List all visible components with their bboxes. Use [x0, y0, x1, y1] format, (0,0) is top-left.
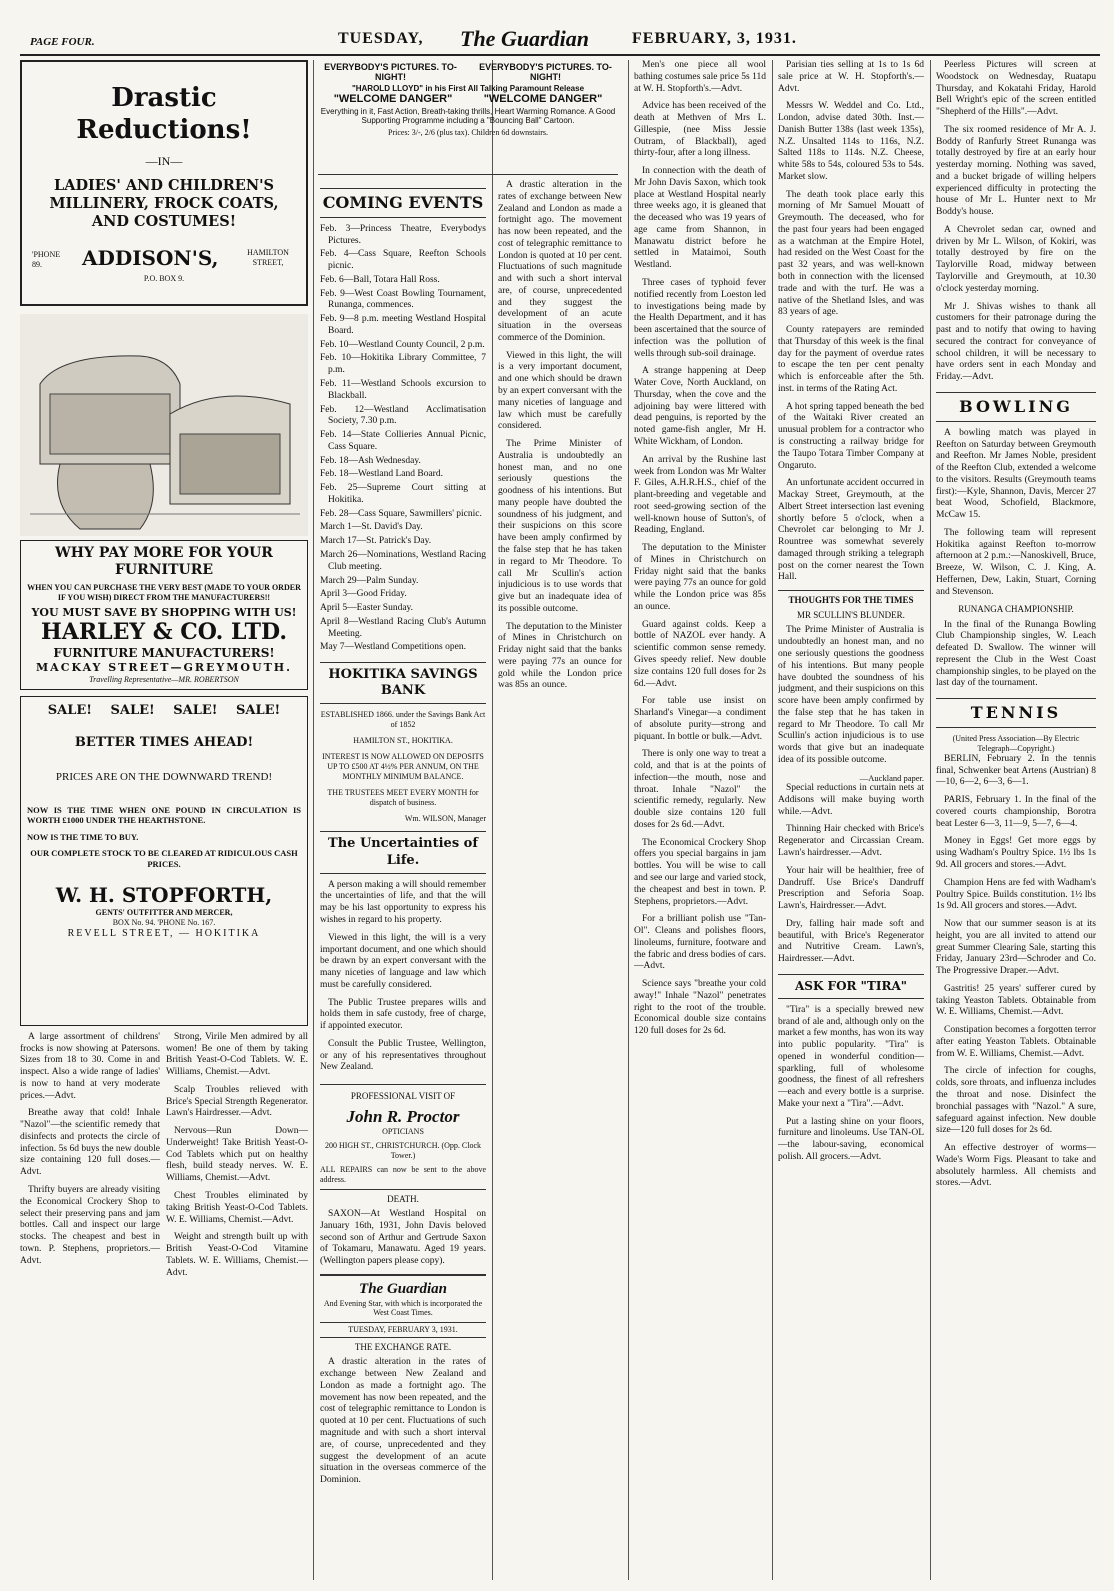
pictures-advert: [318, 62, 618, 175]
coming-event-item: Feb. 4—Cass Square, Reefton Schools picnic.: [320, 249, 486, 272]
advert-note: Your hair will be healthier, free of Dandruff. Use Brice's Dandruff Prescription and Seforia Soap. Lawn's, Hairdresser.—Advt.: [778, 865, 924, 912]
thoughts-text: The Prime Minister of Australia is undoubtedly an honest man, and no one seriously questions the goodness of his intentions. But many people have doubted the soundness of his judgment, and their suspicions on this score have been amply confirmed by the false step that he has taken in regard to Mr Theodore. To call Mr Scullin's action injudicious is to use words that give but an inadequate idea of its possible outcome.: [778, 625, 924, 765]
bowling-text: A bowling match was played in Reefton on Saturday between Greymouth and Reefton. Mr James Noble, president of the Reefton Club, extended a welcome to the visitors. Results (Greymouth teams first):—Kyle, Shannon, Davis, Mercer 27 beat Wood, Schofield, Blackmore, McCaw 15.: [936, 427, 1096, 521]
stopforth-now-1: NOW IS THE TIME WHEN ONE POUND IN CIRCULATION IS WORTH £1000 UNDER THE HEARTHSTONE.: [27, 804, 301, 826]
column-2: [320, 180, 486, 1580]
guardian-date: TUESDAY, FEBRUARY 3, 1931.: [320, 1322, 486, 1338]
news-paragraph: Parisian ties selling at 1s to 1s 6d sale price at W. H. Stopforth's.—Advt.: [778, 60, 924, 94]
column-1-notes: [20, 1032, 308, 1286]
note: A large assortment of childrens' frocks is now showing at Patersons. Sizes from 18 to 30. Come in and inspect. Also a wide range of ladies' is now to hand at very moderate prices.—Advt.: [20, 1031, 160, 1101]
news-paragraph: The six roomed residence of Mr A. J. Boddy of Ranfurly Street Runanga was totally destroyed by fire at an early hour yesterday morning. Nothing was saved, and a bucket brigade of willing helpers experienced difficulty in protecting the house of Mr L. Hunter next to Mr Boddy's house.: [936, 124, 1096, 218]
coming-event-item: Feb. 18—Ash Wednesday.: [320, 455, 421, 466]
news-paragraph: Peerless Pictures will screen at Woodstock on Wednesday, Ruatapu Thursday, and Kokatahi Friday, Harold Bell Wright's epic of the screen entitled "Shepherd of the Hills".—Advt.: [936, 60, 1096, 118]
guardian-name: The Guardian: [320, 1274, 486, 1299]
editorial-paragraph: The deputation to the Minister of Mines in Christchurch on Friday night said that the banks were paying 77s an ounce for gold while the London price was 85s an ounce.: [498, 621, 622, 691]
column-3: [498, 180, 622, 1580]
coming-event-item: Feb. 18—Westland Land Board.: [320, 469, 443, 480]
coming-event-item: Feb. 25—Supreme Court sitting at Hokitika.: [320, 483, 486, 505]
coming-events-list: [320, 224, 486, 654]
stopforth-better: BETTER TIMES AHEAD!: [74, 734, 254, 750]
coming-events-title: COMING EVENTS: [320, 188, 486, 218]
note: Chest Troubles eliminated by taking British Yeast-O-Cod Tablets. W. E. Williams, Chemist.—Advt.: [166, 1191, 308, 1225]
note: Thrifty buyers are already visiting the Economical Crockery Shop to select their preserving pans and jam bottles. Call and inspect our large stocks. The cheapest and best in town. P. Stephens, proprietors.—Advt.: [20, 1185, 160, 1266]
news-paragraph: For a brilliant polish use "Tan-Ol". Cleans and polishes floors, linoleums, furniture, footware and the fabric and dress bodies of cars.—Advt.: [634, 914, 766, 972]
pictures-lloyd: "HAROLD LLOYD" in his First All Talking Paramount Release: [351, 84, 585, 93]
news-paragraph: Science says "breathe your cold away!" Inhale "Nazol" penetrates right to the root of the trouble. Economical double size contains 120 full doses for 2s 6d.: [634, 979, 766, 1037]
advert-note: Money in Eggs! Get more eggs by using Wadham's Poultry Spice. 1½ lbs 1s 9d. All grocers and stores.—Advt.: [936, 836, 1096, 870]
pictures-title-a: EVERYBODY'S PICTURES. TO-NIGHT!: [324, 62, 457, 82]
proctor-name: John R. Proctor: [346, 1107, 460, 1127]
tira-title: ASK FOR "TIRA": [778, 974, 924, 999]
tennis-title: TENNIS: [936, 698, 1096, 728]
stopforth-now-2: NOW IS THE TIME TO BUY.: [27, 831, 139, 842]
note: Weight and strength built up with British Yeast-O-Cod Vitamine Tablets. W. E. Williams, Chemist.—Advt.: [166, 1232, 308, 1278]
note: Strong, Virile Men admired by all women! Be one of them by taking British Yeast-O-Cod Tablets. W. E. Williams, Chemist.—Advt.: [166, 1031, 308, 1078]
harley-must: YOU MUST SAVE BY SHOPPING WITH US!: [31, 605, 297, 619]
coming-event-item: April 8—Westland Racing Club's Autumn Meeting.: [320, 616, 486, 639]
advert-note: Gastritis! 25 years' sufferer cured by taking Yeaston Tablets. Obtainable from W. E. Williams, Chemist.—Advt.: [936, 983, 1096, 1018]
guardian-desc: And Evening Star, with which is incorporated the West Coast Times.: [323, 1298, 483, 1318]
coming-event-item: March 17—St. Patrick's Day.: [320, 536, 432, 547]
uncertainties-p4: Consult the Public Trustee, Wellington, or any of his representatives throughout New Zealand.: [320, 1038, 486, 1073]
coming-event-item: Feb. 9—West Coast Bowling Tournament, Runanga, commences.: [320, 288, 486, 311]
stopforth-street: REVELL STREET, — HOKITIKA: [67, 927, 261, 939]
stopforth-sale: SALE! SALE! SALE! SALE!: [47, 702, 281, 718]
news-paragraph: County ratepayers are reminded that Thursday of this week is the final day for the payment of overdue rates to escape the ten per cent penalty which is enforceable after the 5th. inst. in terms of the Rating Act.: [778, 325, 924, 394]
bank-title: HOKITIKA SAVINGS BANK: [320, 662, 486, 704]
coming-event-item: Feb. 6—Ball, Totara Hall Ross.: [320, 274, 440, 285]
advert-note: The circle of infection for coughs, colds, sore throats, and influenza includes the throat and nose. Disinfect the bronchial passages with "Nazol." A sure, safeguard against infection. New double size—120 full doses for 2s 6d.: [936, 1066, 1096, 1136]
uncertainties-p3: The Public Trustee prepares wills and holds them in safe custody, free of charge, if appointed executor.: [320, 997, 486, 1032]
advert-note: Thinning Hair checked with Brice's Regenerator and Circassian Cream. Lawn's hairdresser.—Advt.: [778, 824, 924, 859]
addison-line-3: AND COSTUMES!: [91, 213, 237, 231]
stopforth-advert: [20, 696, 308, 1026]
news-paragraph: The deputation to the Minister of Mines in Christchurch on Friday night said that the banks were paying 77s an ounce for gold while the London price was 85s an ounce.: [634, 543, 766, 612]
addison-in: —IN—: [145, 154, 183, 169]
death-text: SAXON—At Westland Hospital on January 16th, 1931, John Davis beloved second son of Arthur and Gertrude Saxon of Tokamaru, Manawatu. Aged 19 years. (Wellington papers please copy).: [320, 1209, 486, 1267]
column-rule: [772, 60, 773, 1580]
stopforth-trade: GENTS' OUTFITTER AND MERCER,: [95, 908, 233, 918]
masthead-day: TUESDAY,: [338, 30, 424, 47]
addison-phone: 'PHONE 89.: [32, 250, 61, 269]
newspaper-name: The Guardian: [460, 26, 589, 51]
news-paragraph: The Economical Crockery Shop offers you special bargains in jam bottles. You will be wise to call and see our large and varied stock, the cheapest and best in town. P. Stephens, proprietors.—Advt.: [634, 837, 766, 907]
pictures-desc: Everything in it, Fast Action, Breath-taking thrills, Heart Warming Romance. A Good Supporting Programme including a "Bouncing Ball" Cartoon.: [320, 107, 616, 125]
coming-event-item: Feb. 10—Hokitika Library Committee, 7 p.m.: [320, 353, 486, 376]
harley-trade: FURNITURE MANUFACTURERS!: [53, 646, 275, 661]
news-paragraph: An unfortunate accident occurred in Mackay Street, Greymouth, at the Albert Street intersection last evening shortly before 5 o'clock, when a Chevrolet car belonging to Mr J. Rountree was somewhat severely damaged through striking a telegraph post on the corner nearest the Town Hall.: [778, 478, 924, 583]
coming-event-item: Feb. 3—Princess Theatre, Everybodys Pictures.: [320, 223, 486, 246]
exchange-text: A drastic alteration in the rates of exchange between New Zealand and London as made a fortnight ago. The movement has now been repeated, and the cost of telegraphic remittance to London is quoted at 10 per cent. Fluctuations of such magnitude and with such a short interval are, of course, unprecedented and they suggest the development of an acute situation in the overseas commerce of the Dominion.: [320, 1357, 486, 1486]
tanol-text: Put a lasting shine on your floors, furniture and linoleums. Use TAN-OL—the labour-saving, economical polish. All grocers.—Advt.: [778, 1116, 924, 1162]
tennis-paris: PARIS, February 1. In the final of the covered courts championship, Borotra beat Lester 6—3, 11—9, 5—7, 6—4.: [936, 795, 1096, 829]
stopforth-name: W. H. STOPFORTH,: [55, 883, 273, 908]
coming-event-item: Feb. 14—State Collieries Annual Picnic, Cass Square.: [320, 430, 486, 452]
masthead-date: FEBRUARY, 3, 1931.: [632, 30, 797, 47]
coming-event-item: March 1—St. David's Day.: [320, 522, 423, 533]
column-4: [634, 60, 766, 1580]
news-paragraph: Men's one piece all wool bathing costumes sale price 5s 11d at W. H. Stopforth's.—Advt.: [634, 60, 766, 94]
coming-event-item: Feb. 28—Cass Square, Sawmillers' picnic.: [320, 508, 482, 519]
news-paragraph: In connection with the death of Mr John Davis Saxon, which took place at Westland Hospital nearly three weeks ago, it is gleaned that the deceased who was 19 years of age came from Shannon, in Manawatu district before he settled in Mataimoi, South Westland.: [634, 166, 766, 271]
advert-note: Now that our summer season is at its height, you are all invited to attend our great Summer Clearing Sale, starting this Friday, January 23rd—Schroder and Co. The Progressive Draper.—Advt.: [936, 919, 1096, 977]
tira-text: "Tira" is a specially brewed new brand of ale and, although only on the market a few months, has won its way into public popularity. "Tira" is opened in wonderful condition—sparkling, full of wholesome goodness, the finest of all refreshers—each and every bottle is a surprise. Make your next a "Tira".—Advt.: [778, 1004, 924, 1109]
coming-event-item: March 26—Nominations, Westland Racing Club meeting.: [320, 549, 486, 572]
addison-street: HAMILTON STREET,: [247, 248, 289, 267]
coming-event-item: April 5—Easter Sunday.: [320, 603, 414, 614]
pictures-film-2: "WELCOME DANGER": [483, 93, 603, 105]
news-paragraph: A strange happening at Deep Water Cove, North Auckland, on Thursday, when the cove and the adjoining bay were littered with dead penguins, is reported by the noted game-fish angler, Mr H. White Wickham, of London.: [634, 366, 766, 447]
column-rule: [313, 60, 314, 1580]
uncertainties-title: The Uncertainties of Life.: [320, 831, 486, 873]
addison-headline: Drastic Reductions!: [76, 83, 252, 146]
page-number: PAGE FOUR.: [30, 36, 95, 48]
bank-manager: Wm. WILSON, Manager: [404, 813, 486, 823]
editorial-paragraph: A drastic alteration in the rates of exchange between New Zealand and London as made a fortnight ago. The movement has now been repeated, and the cost of telegraphic remittance to London is quoted at 10 per cent. Fluctuations of such magnitude and with such a short interval are, of course, unprecedented and they suggest the development of an acute situation in the overseas commerce of the Dominion.: [498, 180, 622, 343]
pictures-film: "WELCOME DANGER": [333, 93, 453, 105]
bowling-title: BOWLING: [936, 392, 1096, 422]
column-rule: [930, 60, 931, 1580]
news-paragraph: A hot spring tapped beneath the bed of the Waitaki River created an unusual problem for a contractor who is constructing a railway bridge for the Taupo Totara Timber Company at Ongaruto.: [778, 401, 924, 471]
column-rule: [628, 60, 629, 1580]
bank-interest: INTEREST IS NOW ALLOWED ON DEPOSITS UP TO £500 AT 4½% PER ANNUM, ON THE MONTHLY MINIMUM BALANCE.: [322, 752, 484, 781]
news-paragraph: An arrival by the Rushine last week from London was Mr Walter F. Giles, A.H.R.H.S., chief of the plant-breeding and vegetable and root seed-growing section of the well-known house of Sutton's, of Reading, England.: [634, 454, 766, 536]
note: Scalp Troubles relieved with Brice's Special Strength Regenerator. Lawn's Hairdresser.—Advt.: [166, 1084, 308, 1119]
news-paragraph: A Chevrolet sedan car, owned and driven by Mr L. Wilson, of Kokiri, was totally destroyed by fire on the Taylorville Road, midway between Taylorville and Greymouth, at 10.30 o'clock yesterday morning.: [936, 224, 1096, 294]
bank-est: ESTABLISHED 1866. under the Savings Bank Act of 1852: [320, 710, 486, 730]
news-paragraph: For table use insist on Sharland's Vinegar—a condiment of absolute purity—strong and piquant. In bottle or bulk.—Advt.: [634, 696, 766, 742]
coming-event-item: Feb. 12—Westland Acclimatisation Society, 7.30 p.m.: [320, 404, 486, 427]
runanga-title: RUNANGA CHAMPIONSHIP.: [958, 604, 1074, 615]
thoughts-credit: —Auckland paper.: [859, 772, 924, 783]
pictures-title-b: EVERYBODY'S PICTURES. TO-NIGHT!: [479, 62, 612, 82]
news-paragraph: Three cases of typhoid fever notified recently from Loeston led to investigations being made by the Health Department, and it has been ascertained that the source of infection was the pollution of wells through sub-soil drainage.: [634, 278, 766, 359]
addison-line-2: MILLINERY, FROCK COATS,: [49, 195, 279, 213]
stopforth-stock: OUR COMPLETE STOCK TO BE CLEARED AT RIDICULOUS CASH PRICES.: [30, 848, 298, 869]
bank-trustees: THE TRUSTEES MEET EVERY MONTH for dispatch of business.: [327, 787, 479, 807]
exchange-title: THE EXCHANGE RATE.: [354, 1342, 452, 1353]
masthead: [20, 14, 1100, 56]
news-paragraph: The death took place early this morning of Mr Samuel Mouatt of Greymouth. The deceased, who for the past four years had been engaged as a watchman at the Empire Hotel, had resided on the West Coast for the past 32 years, and was well-known both in connection with the licensed trade and with the turf. He was a native of the Shetland Isles, and was 83 years of age.: [778, 189, 924, 318]
proctor-addr: 200 HIGH ST., CHRISTCHURCH. (Opp. Clock Tower.): [324, 1141, 482, 1161]
harley-sub: WHEN YOU CAN PURCHASE THE VERY BEST (MADE TO YOUR ORDER IF YOU WISH) DIRECT FROM THE MANUFACTURERS!!: [27, 582, 301, 602]
coming-event-item: Feb. 11—Westland Schools excursion to Blackball.: [320, 379, 486, 401]
advert-note: Special reductions in curtain nets at Addisons will make buying worth while.—Advt.: [778, 783, 924, 817]
news-paragraph: There is only one way to treat a cold, and that is at the points of infection—the mouth, nose and throat. Inhale "Nazol" the scientific remedy, regularly. New double size contains 120 full doses for 2s 6d.—Advt.: [634, 749, 766, 830]
tennis-credit: (United Press Association—By Electric Telegraph—Copyright.): [952, 734, 1080, 753]
stopforth-box: BOX No. 94. 'PHONE No. 167.: [112, 918, 216, 928]
pictures-prices: Prices: 3/-, 2/6 (plus tax). Children 6d downstairs.: [388, 128, 548, 137]
death-title: DEATH.: [320, 1189, 486, 1205]
addison-advert: [20, 60, 308, 306]
stopforth-prices: PRICES ARE ON THE DOWNWARD TREND!: [55, 771, 273, 784]
note: Breathe away that cold! Inhale "Nazol"—the scientific remedy that disinfects and protects the circle of infection. 5s 6d buys the new double size containing 120 full doses.—Advt.: [20, 1108, 160, 1178]
column-5: [778, 60, 924, 1580]
uncertainties-p2: Viewed in this light, the will is a very important document, and one which should be drawn by an expert conversant with the many niceties of language and law which must be carefully considered.: [320, 932, 486, 990]
editorial-paragraph: The Prime Minister of Australia is undoubtedly an honest man, and no one seriously questions the goodness of his intentions. But many people have doubted the soundness of his judgment, and their suspicions on this score have been amply confirmed by the false step that he has taken in regard to Mr Theodore. To call Mr Scullin's action injudicious is to use words that give but an inadequate idea of its possible outcome.: [498, 439, 622, 614]
tennis-berlin: BERLIN, February 2. In the tennis final, Schwenker beat Artens (Austrian) 8—10, 6—2, 6—3, 6—1.: [936, 753, 1096, 788]
thoughts-sub: MR SCULLIN'S BLUNDER.: [797, 610, 905, 621]
harley-why: WHY PAY MORE FOR YOUR FURNITURE: [55, 545, 273, 579]
harley-addr: MACKAY STREET—GREYMOUTH.: [35, 661, 292, 675]
coming-event-item: Feb. 9—8 p.m. meeting Westland Hospital Board.: [320, 314, 486, 336]
proctor-sub: OPTICIANS: [382, 1127, 424, 1137]
coming-event-item: May 7—Westland Competitions open.: [320, 642, 466, 653]
news-paragraph: Mr J. Shivas wishes to thank all customers for their patronage during the past and to notify that owing to having secured the contract for conveyance of school children, it will be necessary to have orders sent in each Monday and Friday.—Advt.: [936, 301, 1096, 383]
coming-event-item: March 29—Palm Sunday.: [320, 575, 419, 586]
runanga-text: In the final of the Runanga Bowling Club Championship singles, W. Leach defeated D. Swallow. The winner will represent the Club in the West Coast championship singles, to be played on the last day of the tournament.: [936, 619, 1096, 689]
harley-rep: Travelling Representative—MR. ROBERTSON: [89, 674, 239, 684]
advert-note: Champion Hens are fed with Wadham's Poultry Spice. Builds constitution. 1½ lbs 1s 9d. All grocers and stores.—Advt.: [936, 877, 1096, 912]
column-6: [936, 60, 1096, 1580]
note: Nervous—Run Down—Underweight! Take British Yeast-O-Cod Tablets which put on healthy flesh, build steady nerves. W. E. Williams, Chemist.—Advt.: [166, 1126, 308, 1184]
addison-name: ADDISON'S,: [82, 246, 219, 270]
advert-note: Dry, falling hair made soft and beautiful, with Brice's Regenerator and Nutritive Cream. Lawn's, Hairdresser.—Advt.: [778, 918, 924, 965]
news-paragraph: Advice has been received of the death at Methven of Mrs L. Gillespie, (nee Miss Jessie Outram, of Blackball), aged thirty-four, after a long illness.: [634, 101, 766, 159]
proctor-title: PROFESSIONAL VISIT OF: [320, 1084, 486, 1102]
bowling-team: The following team will represent Hokitika against Reefton to-morrow afternoon at 2 p.m.:—Nanoskivell, Bruce, Breeze, W. Wilson, C. J. King, A. Heffernen, Dew, Lakin, Stuart, Corning and Stevenson.: [936, 527, 1096, 597]
notes-right: [166, 1032, 308, 1286]
bank-addr: HAMILTON ST., HOKITIKA.: [353, 736, 453, 746]
advert-note: Constipation becomes a forgotten terror after eating Yeaston Tablets. Obtainable from W. E. Williams, Chemist.—Advt.: [936, 1025, 1096, 1059]
coming-event-item: April 3—Good Friday.: [320, 589, 407, 600]
column-rule: [492, 60, 493, 1580]
uncertainties-p1: A person making a will should remember the uncertainties of life, and that the will may be his last opportunity to express his wishes in regard to his property.: [320, 879, 486, 925]
news-paragraph: Messrs W. Weddel and Co. Ltd., London, advise dated 30th. Inst.—Danish Butter 138s (last week 135s), N.Z. Unsalted 114s to 116s, N.Z. Salted 118s to 114s. N.Z. Cheese, white 58s to 54s, coloured 53s to 54s. Market slow.: [778, 101, 924, 182]
advert-note: An effective destroyer of worms—Wade's Worm Figs. Pleasant to take and absolutely harmless. All chemists and stores.—Advt.: [936, 1143, 1096, 1189]
editorial-paragraph: Viewed in this light, the will is a very important document, and one which should be drawn by an expert conversant with the many niceties of language and law which must be carefully considered.: [498, 350, 622, 432]
column-1: [20, 60, 308, 1580]
addison-line-1: LADIES' AND CHILDREN'S: [54, 177, 274, 195]
notes-left: [20, 1032, 160, 1286]
thoughts-title: THOUGHTS FOR THE TIMES: [778, 590, 924, 606]
addison-box: P.O. BOX 9.: [143, 274, 185, 283]
news-paragraph: Guard against colds. Keep a bottle of NAZOL ever handy. A scientific common sense remedy. Gives speedy relief. New double size contains 120 full doses for 2s 6d.—Advt.: [634, 619, 766, 689]
proctor-repairs: ALL REPAIRS can now be sent to the above address.: [320, 1165, 486, 1185]
harley-name: HARLEY & CO. LTD.: [41, 619, 287, 646]
sofa-illustration: [20, 314, 308, 536]
furniture-illustration: [20, 314, 308, 536]
coming-event-item: Feb. 10—Westland County Council, 2 p.m.: [320, 339, 485, 350]
harley-advert: [20, 540, 308, 690]
